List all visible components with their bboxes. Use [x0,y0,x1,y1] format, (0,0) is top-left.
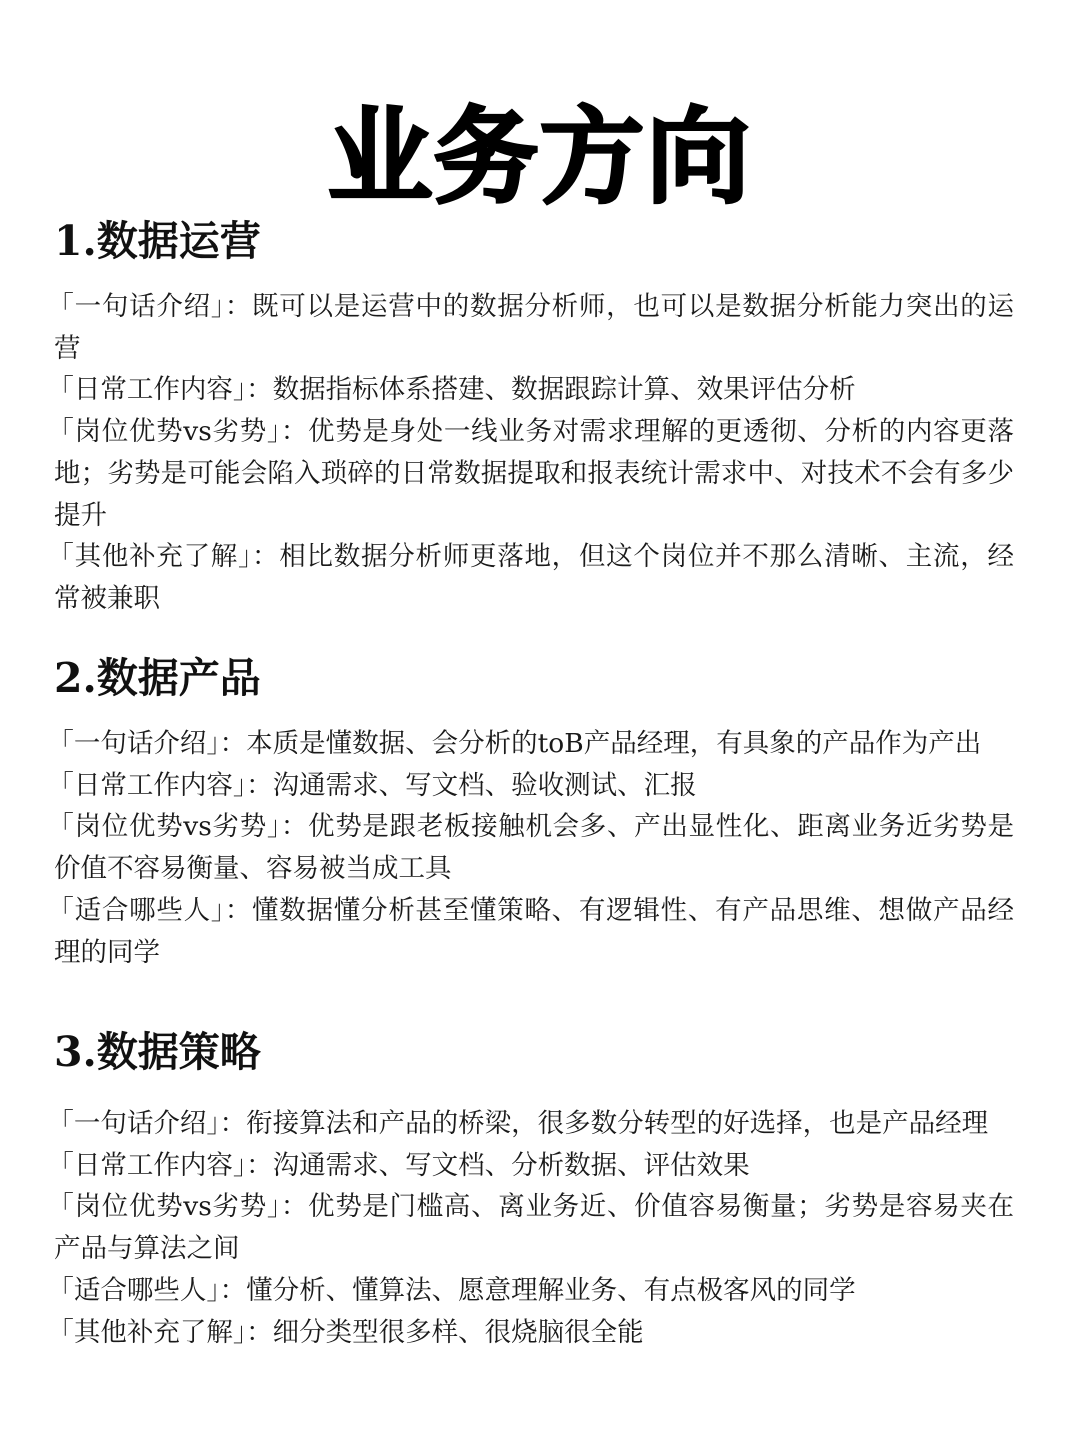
page-title: 业务方向 [327,95,752,218]
section-heading: 2.数据产品 [54,654,261,702]
section-heading: 3.数据策略 [54,1028,261,1076]
item-intro [47,723,1014,765]
item-other-info [47,1312,1014,1354]
item-pros-cons [47,806,1015,889]
item-text: ：优势是门槛高、离业务近、价值容易衡量；劣势是容易夹在产品与算法之间 [54,1191,1015,1265]
item-text: ：本质是懂数据、会分析的toB产品经理，有具象的产品作为产出 [219,728,982,759]
item-text: ：懂数据懂分析甚至懂策略、有逻辑性、有产品思维、想做产品经理的同学 [54,894,1015,968]
item-label: 「岗位优势vs劣势」 [47,416,281,448]
item-text: ：懂分析、懂算法、愿意理解业务、有点极客风的同学 [219,1274,856,1306]
item-label: 「其他补充了解」 [47,541,253,573]
section-data-operations [47,214,1015,620]
item-suitable-for [47,890,1015,973]
item-label: 「岗位优势vs劣势」 [47,811,281,843]
item-text: ：优势是身处一线业务对需求理解的更透彻、分析的内容更落地；劣势是可能会陷入琐碎的日常数据提取和报表统计需求中、对技术不会有多少提升 [54,416,1015,531]
item-text: ：相比数据分析师更落地，但这个岗位并不那么清晰、主流，经常被兼职 [54,541,1015,614]
item-text: ：沟通需求、写文档、验收测试、汇报 [246,769,697,801]
item-daily-work [47,1145,1014,1187]
item-label: 「日常工作内容」 [47,374,247,406]
item-label: 「适合哪些人」 [47,1274,220,1306]
item-text: ：数据指标体系搭建、数据跟踪计算、效果评估分析 [246,374,856,406]
item-label: 「日常工作内容」 [47,769,247,801]
section-heading: 1.数据运营 [54,217,261,265]
item-label: 「日常工作内容」 [47,1149,247,1181]
item-text: ：衔接算法和产品的桥梁，很多数分转型的好选择，也是产品经理 [219,1108,989,1139]
item-label: 「一句话介绍」 [47,1108,220,1139]
item-pros-cons [47,1186,1015,1269]
item-suitable-for [47,1270,1014,1312]
item-daily-work [47,765,1014,807]
section-data-product [47,651,1015,973]
item-intro [47,286,1015,369]
item-daily-work [47,369,1014,411]
section-data-strategy [47,1025,1015,1353]
item-label: 「岗位优势vs劣势」 [47,1191,281,1223]
item-text: ：既可以是运营中的数据分析师，也可以是数据分析能力突出的运营 [54,291,1015,364]
item-text: ：沟通需求、写文档、分析数据、评估效果 [246,1149,750,1181]
item-label: 「一句话介绍」 [47,728,220,759]
item-label: 「其他补充了解」 [47,1316,247,1348]
item-intro [47,1103,1014,1145]
item-pros-cons [47,411,1015,536]
section-items [47,1103,1015,1353]
item-label: 「一句话介绍」 [47,291,225,322]
item-other-info [47,536,1015,619]
section-items [47,723,1015,973]
item-text: ：细分类型很多样、很烧脑很全能 [246,1316,644,1348]
section-items [47,286,1015,620]
item-label: 「适合哪些人」 [47,894,225,926]
item-text: ：优势是跟老板接触机会多、产出显性化、距离业务近劣势是价值不容易衡量、容易被当成工具 [54,811,1015,885]
